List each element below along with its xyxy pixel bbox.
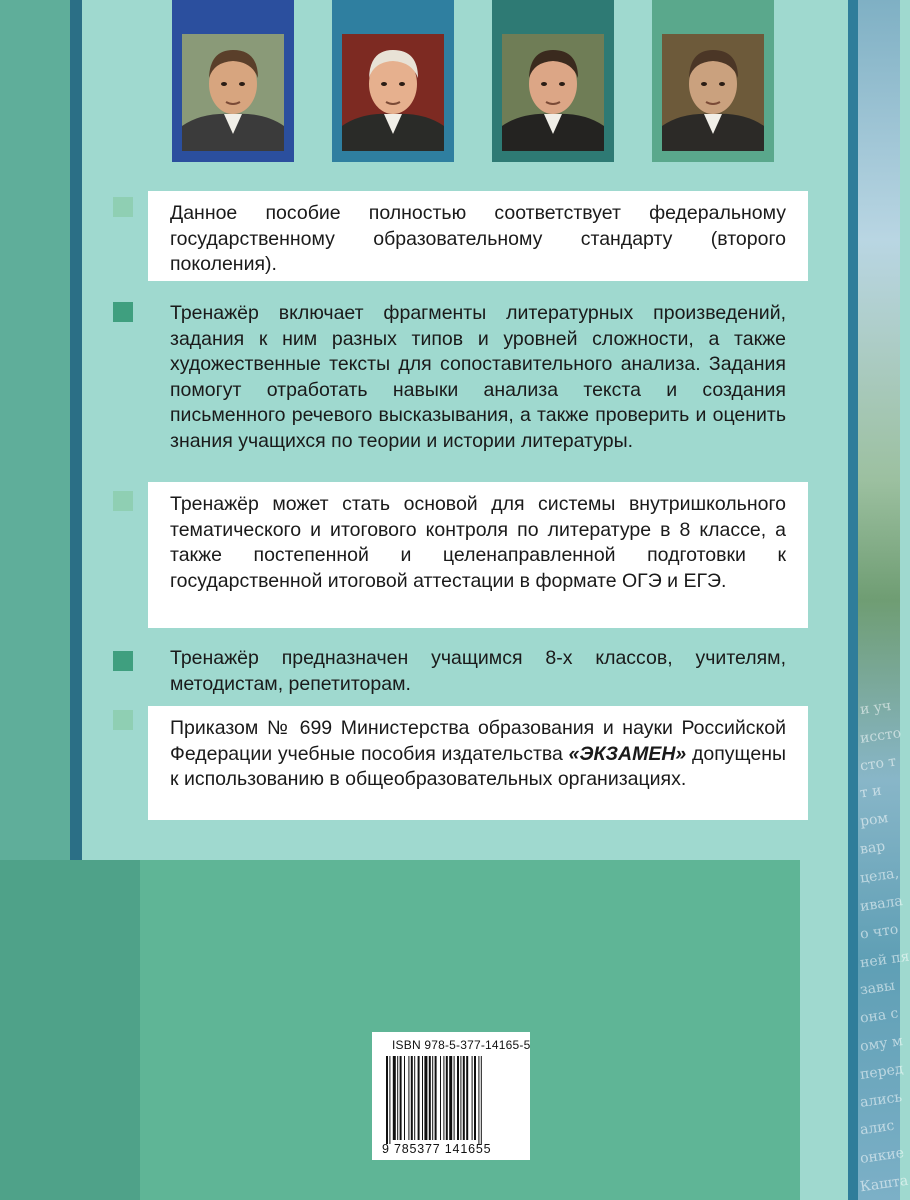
barcode-bar: [422, 1056, 423, 1140]
portrait-2: [342, 34, 444, 151]
barcode-bar: [478, 1056, 479, 1144]
barcode-bar: [400, 1056, 402, 1140]
barcode-bar: [474, 1056, 476, 1140]
portrait-2-eye-left: [381, 82, 387, 86]
spine-text-fragment: ром: [859, 810, 890, 830]
spine-text-fragment: ому м: [859, 1033, 904, 1055]
paragraph-audience: Тренажёр предназначен учащимся 8-х классов, учителям, методистам, репетиторам.: [170, 647, 786, 695]
bullet-3: [113, 491, 133, 511]
bullet-5: [113, 710, 133, 730]
portrait-1-eye-left: [221, 82, 227, 86]
spine-photo-strip: [858, 0, 910, 1200]
portrait-3-eye-left: [541, 82, 547, 86]
paragraph-standard: Данное пособие полностью соответствует федеральному государственному образовательному стандарту (второго поколения).: [170, 202, 786, 275]
spine-text-fragment: перед: [859, 1061, 905, 1083]
barcode-bar: [446, 1056, 448, 1140]
portrait-4: [662, 34, 764, 151]
spine-text-fragment: Кашта: [859, 1172, 910, 1196]
barcode-bar: [393, 1056, 396, 1140]
portrait-2-image: [342, 34, 444, 151]
spine-text-fragment: она с: [859, 1005, 900, 1027]
info-block-audience: [148, 636, 808, 700]
barcode-bar: [481, 1056, 482, 1144]
portrait-3: [502, 34, 604, 151]
portrait-1-image: [182, 34, 284, 151]
barcode-bar: [460, 1056, 461, 1140]
portrait-frame-3: [492, 0, 614, 162]
portrait-4-eye-right: [719, 82, 725, 86]
barcode-bar: [386, 1056, 388, 1144]
spine-text-fragment: цела,: [859, 865, 900, 887]
approval-text-end: допущены к использованию в общеобразовательных организациях.: [170, 742, 787, 790]
barcode-digits: 9 785377 141655: [382, 1142, 492, 1156]
barcode-bar: [472, 1056, 473, 1140]
bullet-4: [113, 651, 133, 671]
spine-text-fragment: иссто: [859, 725, 903, 747]
barcode-bar: [432, 1056, 433, 1140]
bottom-left-block: [0, 860, 140, 1200]
portrait-1: [182, 34, 284, 151]
barcode-bars: [372, 1032, 530, 1160]
isbn-barcode-box: [372, 1032, 530, 1160]
spine-text-fragment: онкие: [859, 1145, 906, 1167]
barcode-bar: [454, 1056, 455, 1140]
portrait-frame-2: [332, 0, 454, 162]
barcode-bar: [424, 1056, 427, 1140]
portrait-1-eye-right: [239, 82, 245, 86]
portrait-3-image: [502, 34, 604, 151]
barcode-bar: [397, 1056, 398, 1140]
barcode-bar: [466, 1056, 468, 1140]
barcode-bar: [463, 1056, 465, 1140]
portrait-frame-4: [652, 0, 774, 162]
barcode-bar: [457, 1056, 459, 1140]
spine-text-fragment: алис: [859, 1117, 896, 1139]
barcode-bar: [418, 1056, 420, 1140]
info-block-contents: [148, 291, 808, 476]
right-accent-stripe: [848, 0, 858, 1200]
isbn-label: ISBN 978-5-377-14165-5: [392, 1038, 531, 1052]
info-box-approval: [148, 706, 808, 820]
barcode-bar: [414, 1056, 415, 1140]
portrait-3-eye-right: [559, 82, 565, 86]
barcode-bar: [429, 1056, 431, 1140]
spine-text-fragment: о что: [859, 921, 900, 943]
approval-text-start: Приказом № 699 Министерства образования и науки Российской Федерации учебные пособия издательства: [170, 717, 786, 765]
info-box-control: [148, 482, 808, 628]
spine-text-fragment: и уч: [859, 697, 893, 719]
barcode-bar: [440, 1056, 441, 1140]
barcode-bar: [408, 1056, 409, 1140]
paragraph-approval: [170, 716, 786, 793]
barcode-bar: [435, 1056, 437, 1140]
portrait-frame-1: [172, 0, 294, 162]
barcode-bar: [404, 1056, 405, 1140]
info-box-standard: [148, 191, 808, 281]
barcode-bar: [449, 1056, 452, 1140]
spine-text-fragment: завы: [859, 977, 896, 999]
bullet-1: [113, 197, 133, 217]
spine-text-fragment: ивала: [859, 893, 904, 915]
spine-text-fragment: ались: [859, 1089, 903, 1111]
paragraph-control: Тренажёр может стать основой для системы внутришкольного тематического и итогового контроля по литературе в 8 классе, а также постепенной и целенаправленной подготовки к государственной итоговой аттестации в формате ОГЭ и ЕГЭ.: [170, 493, 786, 592]
portrait-4-image: [662, 34, 764, 151]
spine-text-fragment: ней пя: [859, 948, 910, 972]
portrait-2-eye-right: [399, 82, 405, 86]
spine-text-fragment: т и: [858, 782, 883, 802]
barcode-bar: [443, 1056, 444, 1140]
barcode-bar: [389, 1056, 390, 1144]
spine-text-fragment: сто т: [859, 753, 898, 775]
paragraph-contents: Тренажёр включает фрагменты литературных произведений, задания к ним разных типов и уровней сложности, а также художественные тексты для сопоставительного анализа. Задания помогут отработать навыки анализа текста и создания письменного речевого высказывания, а также проверить и оценить знания учащихся по теории и истории литературы.: [170, 302, 786, 452]
barcode-bar: [411, 1056, 413, 1140]
bullet-2: [113, 302, 133, 322]
publisher-brand: «ЭКЗАМЕН»: [568, 742, 687, 765]
portrait-4-eye-left: [701, 82, 707, 86]
spine-text-fragment: вар: [859, 838, 887, 858]
